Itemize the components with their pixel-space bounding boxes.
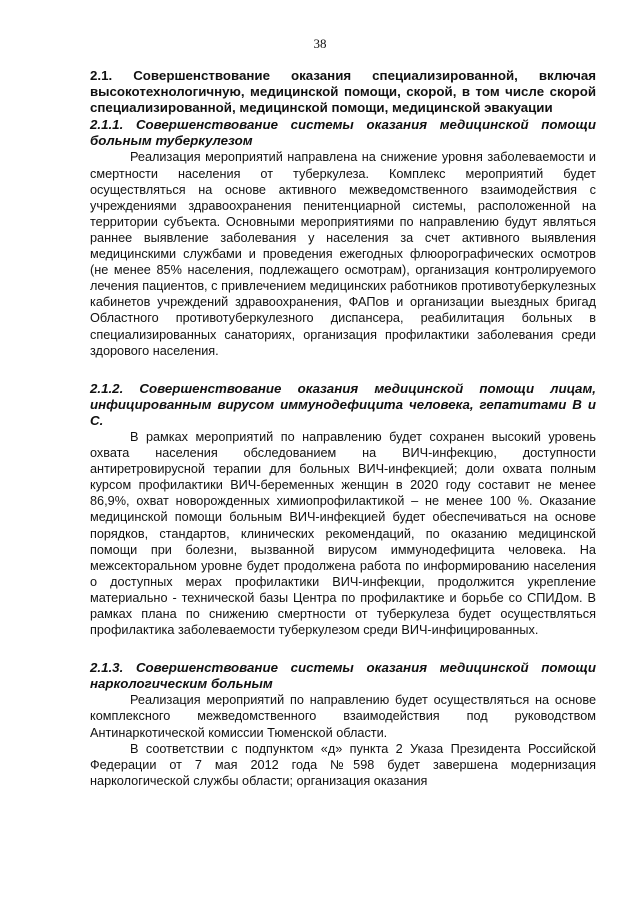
section-heading-2-1-1: 2.1.1. Совершенствование системы оказания медицинской помощи больным туберкулезом [90, 117, 596, 149]
section-spacer [90, 638, 596, 660]
section-heading-2-1-3: 2.1.3. Совершенствование системы оказания медицинской помощи наркологическим больным [90, 660, 596, 692]
section-heading-2-1-2: 2.1.2. Совершенствование оказания медицинской помощи лицам, инфицированным вирусом иммунодефицита человека, гепатитами В и С. [90, 380, 596, 428]
page-number: 38 [313, 36, 327, 51]
section-heading-2-1: 2.1. Совершенствование оказания специализированной, включая высокотехнологичную, медицинской помощи, скорой, в том числе скорой специализированной, медицинской помощи, медицинской эвакуации [90, 68, 596, 116]
paragraph-2-1-3-text-1: Реализация мероприятий по направлению будет осуществляться на основе комплексного межведомственного взаимодействия под руководством Антинаркотической комиссии Тюменской области. [90, 693, 596, 740]
paragraph-2-1-2-text: В рамках мероприятий по направлению будет сохранен высокий уровень охвата населения обследованием на ВИЧ-инфекцию, доступности антиретровирусной терапии для больных ВИЧ-инфекцией; доли охвата полным курсом профилактики ВИЧ-беременных женщин в 2020 году составит не менее 86,9%, охват новорожденных химиопрофилактикой – не менее 100 %. Оказание медицинской помощи больным ВИЧ-инфекцией будет обеспечиваться на основе порядков, стандартов, клинических рекомендаций, по оказанию медицинской помощи при болезни, вызванной вирусом иммунодефицита человека. На межсекторальном уровне будет продолжена работа по информированию населения о доступных мерах профилактики ВИЧ-инфекции, продолжится укрепление материально - технической базы Центра по профилактике и борьбе со СПИДом. В рамках плана по снижению смертности от туберкулеза будет осуществляться профилактика заболеваемости туберкулезом среди ВИЧ-инфицированных. [90, 429, 596, 638]
document-body [90, 68, 596, 789]
paragraph-2-1-1-text: Реализация мероприятий направлена на снижение уровня заболеваемости и смертности населения от туберкулеза. Комплекс мероприятий будет осуществляться на основе активного межведомственного взаимодействия с учреждениями здравоохранения пенитенциарной системы, расположенной на территории субъекта. Основными мероприятиями по направлению будут являться раннее выявление заболевания у населения за счет активного выявления медицинскими службами и проведения ежегодных флюорографических осмотров (не менее 85% населения, подлежащего осмотрам), организация контролируемого лечения пациентов, с привлечением медицинских работников противотуберкулезных кабинетов учреждений здравоохранения, ФАПов и организации выездных бригад Областного противотуберкулезного диспансера, реабилитация больных в специализированных санаториях, организация профилактики заболевания среди здорового населения. [90, 150, 596, 358]
paragraph-2-1-3-text-2: В соответствии с подпунктом «д» пункта 2 Указа Президента Российской Федерации от 7 мая 2012 года №598 будет завершена модернизация наркологической службы области; организация оказания [90, 741, 596, 788]
section-spacer [90, 359, 596, 381]
